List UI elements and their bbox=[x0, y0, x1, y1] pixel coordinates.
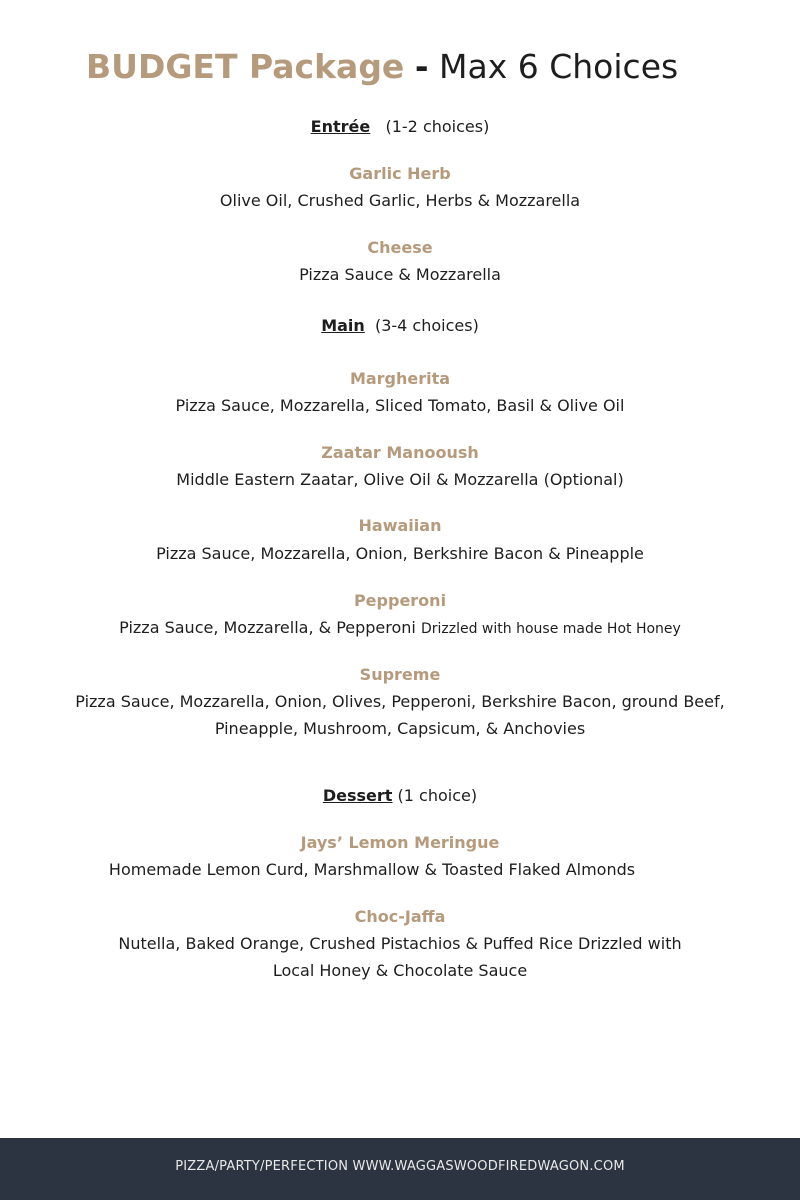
menu-item-description: Pizza Sauce, Mozzarella, Sliced Tomato, Basil & Olive Oil bbox=[175, 396, 625, 415]
menu-item-name: Cheese bbox=[367, 238, 433, 257]
menu-item-description: Nutella, Baked Orange, Crushed Pistachios & Puffed Rice Drizzled with bbox=[118, 934, 682, 953]
package-name: BUDGET Package bbox=[86, 47, 405, 86]
page-title bbox=[86, 46, 678, 88]
menu-item-name: Hawaiian bbox=[358, 516, 442, 535]
dessert-heading-note: (1 choice) bbox=[397, 786, 478, 805]
menu-item-name: Margherita bbox=[349, 369, 451, 388]
menu-item-name: Zaatar Manooush bbox=[321, 443, 479, 462]
menu-item-description: Pizza Sauce, Mozzarella, Onion, Berkshire Bacon & Pineapple bbox=[156, 544, 644, 563]
title-dash: - bbox=[414, 47, 429, 86]
dessert-heading bbox=[0, 785, 800, 807]
main-heading bbox=[0, 315, 800, 337]
menu-item-description: Pizza Sauce & Mozzarella bbox=[299, 265, 501, 284]
main-heading-note: (3-4 choices) bbox=[374, 316, 479, 335]
menu-item-description: Homemade Lemon Curd, Marshmallow & Toasted Flaked Almonds bbox=[108, 860, 636, 879]
footer-bar bbox=[0, 1138, 800, 1200]
menu-item-description: Pizza Sauce, Mozzarella, Onion, Olives, Pepperoni, Berkshire Bacon, ground Beef, bbox=[75, 692, 725, 711]
menu-item-description-line2: Pineapple, Mushroom, Capsicum, & Anchovies bbox=[214, 719, 586, 738]
dessert-heading-label: Dessert bbox=[322, 786, 393, 805]
menu-item-name: Jays’ Lemon Meringue bbox=[300, 833, 500, 852]
menu-item-name: Garlic Herb bbox=[349, 164, 451, 183]
main-heading-label: Main bbox=[321, 316, 365, 335]
menu-item-description: Middle Eastern Zaatar, Olive Oil & Mozzarella (Optional) bbox=[176, 470, 624, 489]
title-choices: Max 6 Choices bbox=[439, 47, 679, 86]
menu-item-description bbox=[0, 617, 800, 640]
menu-item-name: Choc-Jaffa bbox=[354, 907, 446, 926]
menu-item-name: Pepperoni bbox=[353, 591, 447, 610]
menu-item-name: Supreme bbox=[359, 665, 441, 684]
entree-heading-note: (1-2 choices) bbox=[385, 117, 490, 136]
entree-heading bbox=[0, 116, 800, 138]
menu-item-description: Olive Oil, Crushed Garlic, Herbs & Mozzarella bbox=[219, 191, 581, 210]
menu-item-description-main: Pizza Sauce, Mozzarella, & Pepperoni bbox=[119, 618, 416, 637]
menu-item-description-extra: Drizzled with house made Hot Honey bbox=[420, 621, 681, 637]
footer-text: PIZZA/PARTY/PERFECTION WWW.WAGGASWOODFIREDWAGON.COM bbox=[175, 1159, 625, 1174]
menu-item-description-line2: Local Honey & Chocolate Sauce bbox=[272, 961, 528, 980]
entree-heading-label: Entrée bbox=[310, 117, 371, 136]
